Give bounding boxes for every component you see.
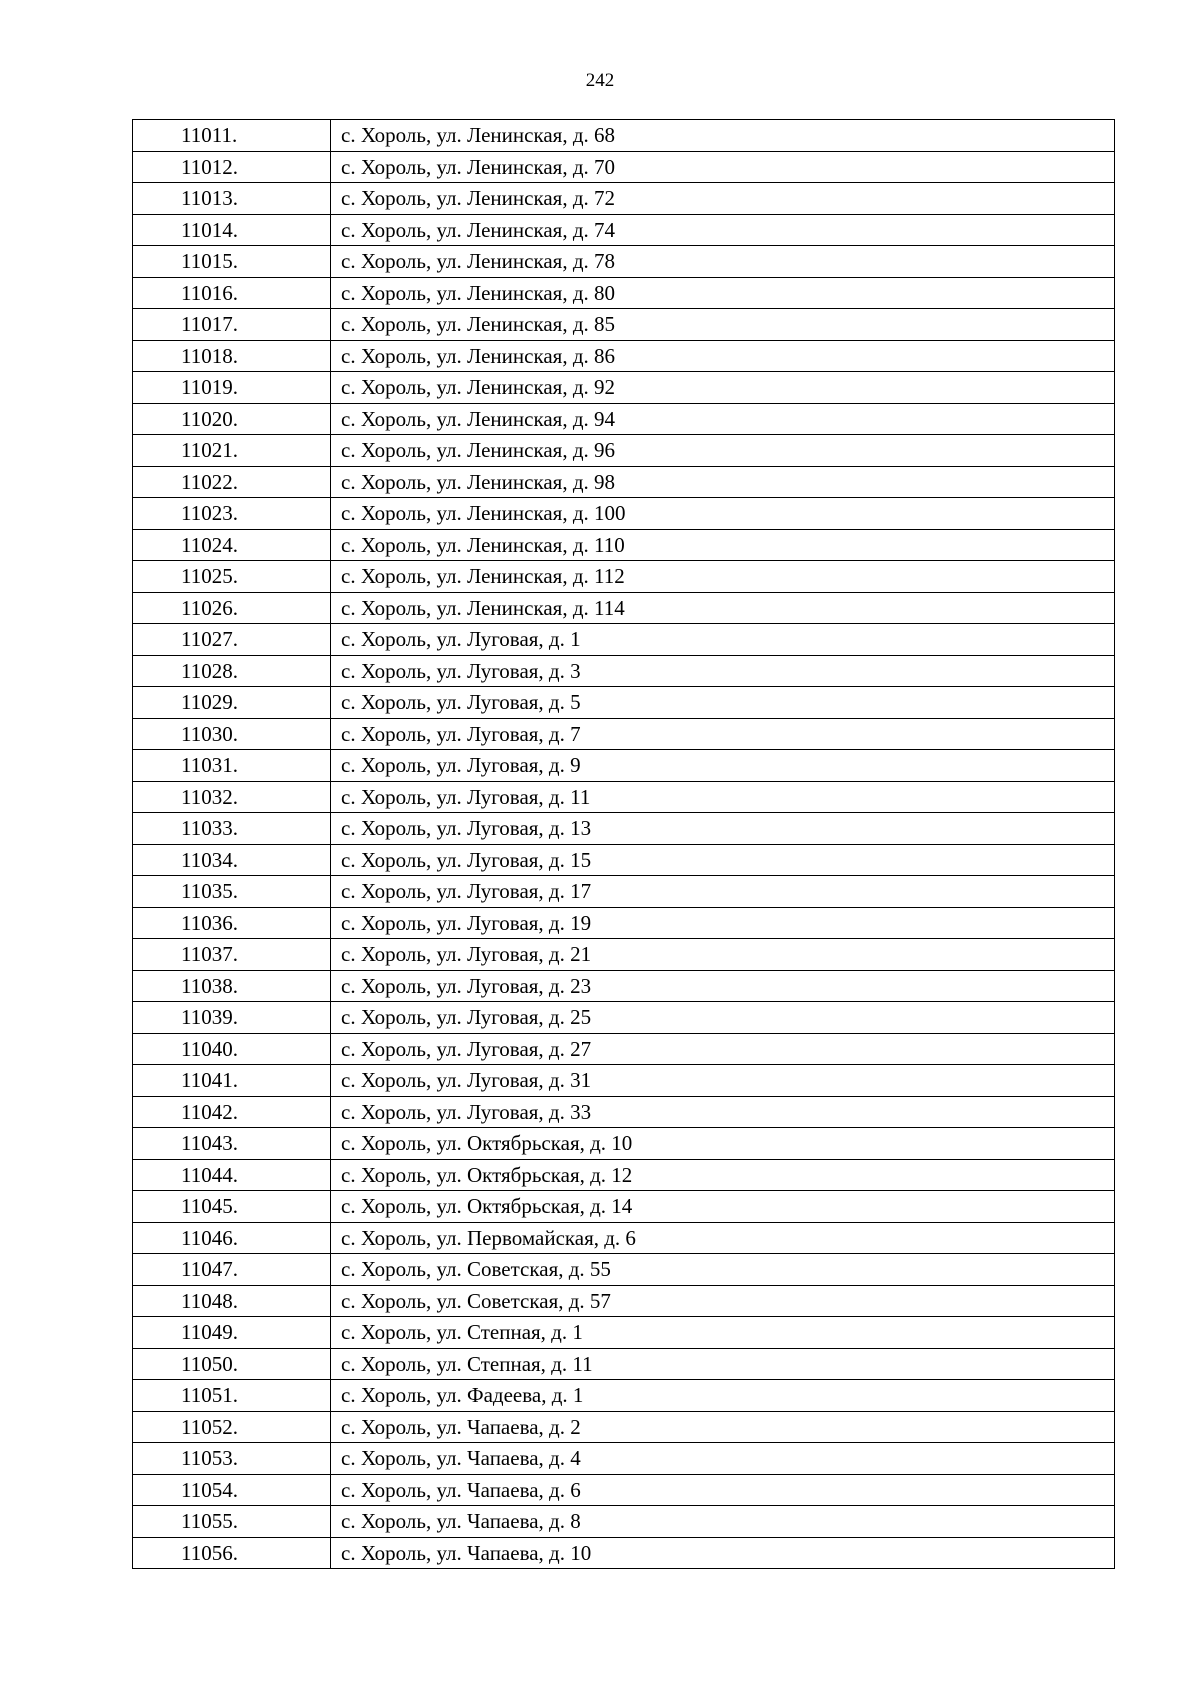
table-row [133, 655, 1115, 687]
address-cell: с. Хороль, ул. Ленинская, д. 78 [331, 246, 1115, 278]
row-number-cell: 11029. [133, 687, 331, 719]
row-number-cell: 11047. [133, 1254, 331, 1286]
address-cell: с. Хороль, ул. Степная, д. 11 [331, 1348, 1115, 1380]
table-row [133, 277, 1115, 309]
address-cell: с. Хороль, ул. Ленинская, д. 100 [331, 498, 1115, 530]
table-row [133, 750, 1115, 782]
row-number-cell: 11032. [133, 781, 331, 813]
address-cell: с. Хороль, ул. Первомайская, д. 6 [331, 1222, 1115, 1254]
table-row [133, 529, 1115, 561]
table-row [133, 1222, 1115, 1254]
table-row [133, 246, 1115, 278]
address-cell: с. Хороль, ул. Степная, д. 1 [331, 1317, 1115, 1349]
row-number-cell: 11054. [133, 1474, 331, 1506]
row-number-cell: 11023. [133, 498, 331, 530]
table-row [133, 403, 1115, 435]
address-cell: с. Хороль, ул. Ленинская, д. 74 [331, 214, 1115, 246]
table-row [133, 435, 1115, 467]
address-cell: с. Хороль, ул. Октябрьская, д. 14 [331, 1191, 1115, 1223]
address-cell: с. Хороль, ул. Ленинская, д. 114 [331, 592, 1115, 624]
row-number-cell: 11036. [133, 907, 331, 939]
table-row [133, 907, 1115, 939]
address-cell: с. Хороль, ул. Луговая, д. 19 [331, 907, 1115, 939]
address-cell: с. Хороль, ул. Советская, д. 57 [331, 1285, 1115, 1317]
row-number-cell: 11035. [133, 876, 331, 908]
row-number-cell: 11053. [133, 1443, 331, 1475]
table-row [133, 561, 1115, 593]
table-row [133, 624, 1115, 656]
table-row [133, 1033, 1115, 1065]
address-cell: с. Хороль, ул. Ленинская, д. 110 [331, 529, 1115, 561]
row-number-cell: 11034. [133, 844, 331, 876]
table-row [133, 781, 1115, 813]
table-row [133, 592, 1115, 624]
row-number-cell: 11052. [133, 1411, 331, 1443]
row-number-cell: 11037. [133, 939, 331, 971]
address-cell: с. Хороль, ул. Луговая, д. 15 [331, 844, 1115, 876]
address-cell: с. Хороль, ул. Октябрьская, д. 12 [331, 1159, 1115, 1191]
row-number-cell: 11046. [133, 1222, 331, 1254]
row-number-cell: 11015. [133, 246, 331, 278]
address-cell: с. Хороль, ул. Чапаева, д. 4 [331, 1443, 1115, 1475]
table-row [133, 1128, 1115, 1160]
address-cell: с. Хороль, ул. Чапаева, д. 6 [331, 1474, 1115, 1506]
row-number-cell: 11012. [133, 151, 331, 183]
row-number-cell: 11022. [133, 466, 331, 498]
address-cell: с. Хороль, ул. Луговая, д. 31 [331, 1065, 1115, 1097]
table-row [133, 970, 1115, 1002]
address-cell: с. Хороль, ул. Ленинская, д. 68 [331, 120, 1115, 152]
address-cell: с. Хороль, ул. Луговая, д. 33 [331, 1096, 1115, 1128]
row-number-cell: 11020. [133, 403, 331, 435]
table-row [133, 939, 1115, 971]
row-number-cell: 11021. [133, 435, 331, 467]
address-cell: с. Хороль, ул. Луговая, д. 1 [331, 624, 1115, 656]
address-cell: с. Хороль, ул. Луговая, д. 11 [331, 781, 1115, 813]
table-row [133, 466, 1115, 498]
address-cell: с. Хороль, ул. Ленинская, д. 86 [331, 340, 1115, 372]
row-number-cell: 11039. [133, 1002, 331, 1034]
row-number-cell: 11011. [133, 120, 331, 152]
table-row [133, 1506, 1115, 1538]
table-row [133, 1443, 1115, 1475]
row-number-cell: 11048. [133, 1285, 331, 1317]
address-cell: с. Хороль, ул. Ленинская, д. 85 [331, 309, 1115, 341]
table-row [133, 214, 1115, 246]
row-number-cell: 11043. [133, 1128, 331, 1160]
row-number-cell: 11044. [133, 1159, 331, 1191]
address-cell: с. Хороль, ул. Луговая, д. 13 [331, 813, 1115, 845]
address-cell: с. Хороль, ул. Ленинская, д. 92 [331, 372, 1115, 404]
address-cell: с. Хороль, ул. Луговая, д. 17 [331, 876, 1115, 908]
table-row [133, 498, 1115, 530]
table-row [133, 876, 1115, 908]
address-cell: с. Хороль, ул. Луговая, д. 21 [331, 939, 1115, 971]
row-number-cell: 11031. [133, 750, 331, 782]
table-row [133, 120, 1115, 152]
address-cell: с. Хороль, ул. Ленинская, д. 70 [331, 151, 1115, 183]
table-row [133, 1348, 1115, 1380]
address-cell: с. Хороль, ул. Луговая, д. 7 [331, 718, 1115, 750]
row-number-cell: 11042. [133, 1096, 331, 1128]
address-cell: с. Хороль, ул. Луговая, д. 5 [331, 687, 1115, 719]
address-table-body [133, 120, 1115, 1569]
address-cell: с. Хороль, ул. Ленинская, д. 72 [331, 183, 1115, 215]
row-number-cell: 11051. [133, 1380, 331, 1412]
row-number-cell: 11040. [133, 1033, 331, 1065]
table-row [133, 372, 1115, 404]
address-cell: с. Хороль, ул. Ленинская, д. 94 [331, 403, 1115, 435]
table-row [133, 687, 1115, 719]
table-row [133, 183, 1115, 215]
row-number-cell: 11013. [133, 183, 331, 215]
row-number-cell: 11016. [133, 277, 331, 309]
address-cell: с. Хороль, ул. Луговая, д. 9 [331, 750, 1115, 782]
row-number-cell: 11056. [133, 1537, 331, 1569]
address-cell: с. Хороль, ул. Ленинская, д. 96 [331, 435, 1115, 467]
row-number-cell: 11018. [133, 340, 331, 372]
address-cell: с. Хороль, ул. Ленинская, д. 80 [331, 277, 1115, 309]
table-row [133, 1474, 1115, 1506]
row-number-cell: 11017. [133, 309, 331, 341]
table-row [133, 1096, 1115, 1128]
address-cell: с. Хороль, ул. Ленинская, д. 112 [331, 561, 1115, 593]
row-number-cell: 11033. [133, 813, 331, 845]
table-row [133, 1537, 1115, 1569]
row-number-cell: 11055. [133, 1506, 331, 1538]
address-cell: с. Хороль, ул. Советская, д. 55 [331, 1254, 1115, 1286]
table-row [133, 813, 1115, 845]
address-cell: с. Хороль, ул. Октябрьская, д. 10 [331, 1128, 1115, 1160]
table-row [133, 1380, 1115, 1412]
table-row [133, 1254, 1115, 1286]
table-row [133, 1191, 1115, 1223]
address-cell: с. Хороль, ул. Ленинская, д. 98 [331, 466, 1115, 498]
row-number-cell: 11030. [133, 718, 331, 750]
page-number: 242 [585, 70, 615, 91]
row-number-cell: 11045. [133, 1191, 331, 1223]
table-row [133, 1285, 1115, 1317]
row-number-cell: 11050. [133, 1348, 331, 1380]
table-row [133, 309, 1115, 341]
row-number-cell: 11027. [133, 624, 331, 656]
address-cell: с. Хороль, ул. Чапаева, д. 10 [331, 1537, 1115, 1569]
table-row [133, 1317, 1115, 1349]
row-number-cell: 11041. [133, 1065, 331, 1097]
row-number-cell: 11026. [133, 592, 331, 624]
address-cell: с. Хороль, ул. Луговая, д. 25 [331, 1002, 1115, 1034]
address-cell: с. Хороль, ул. Фадеева, д. 1 [331, 1380, 1115, 1412]
row-number-cell: 11028. [133, 655, 331, 687]
address-cell: с. Хороль, ул. Луговая, д. 3 [331, 655, 1115, 687]
row-number-cell: 11024. [133, 529, 331, 561]
table-row [133, 340, 1115, 372]
table-row [133, 1411, 1115, 1443]
table-row [133, 1065, 1115, 1097]
address-table [132, 119, 1115, 1569]
address-cell: с. Хороль, ул. Чапаева, д. 2 [331, 1411, 1115, 1443]
table-row [133, 151, 1115, 183]
address-cell: с. Хороль, ул. Чапаева, д. 8 [331, 1506, 1115, 1538]
table-row [133, 1159, 1115, 1191]
row-number-cell: 11049. [133, 1317, 331, 1349]
row-number-cell: 11025. [133, 561, 331, 593]
address-cell: с. Хороль, ул. Луговая, д. 23 [331, 970, 1115, 1002]
table-row [133, 718, 1115, 750]
table-row [133, 844, 1115, 876]
address-cell: с. Хороль, ул. Луговая, д. 27 [331, 1033, 1115, 1065]
row-number-cell: 11019. [133, 372, 331, 404]
table-row [133, 1002, 1115, 1034]
row-number-cell: 11038. [133, 970, 331, 1002]
row-number-cell: 11014. [133, 214, 331, 246]
